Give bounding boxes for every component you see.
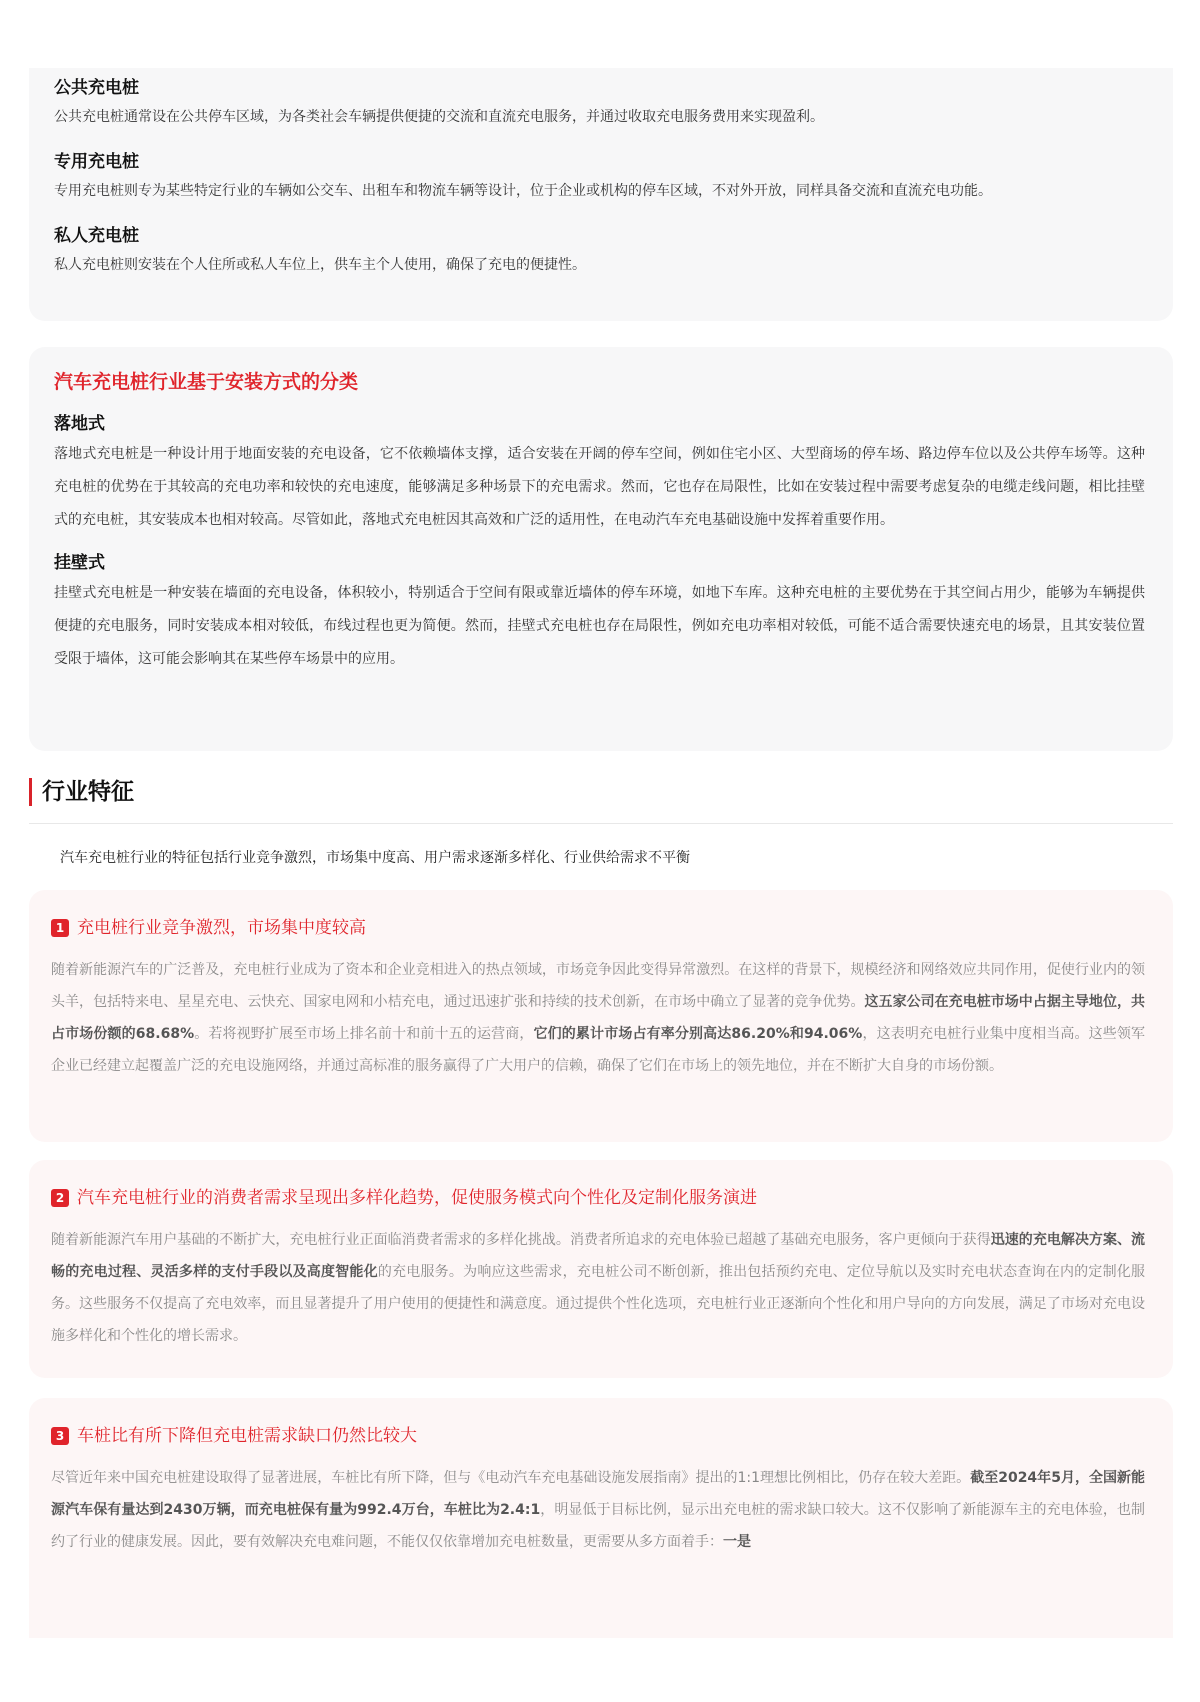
number-badge-icon: 2: [51, 1189, 69, 1207]
industry-section-header: [29, 776, 1173, 824]
section-title: 行业特征: [42, 779, 134, 805]
install-title-wall: 挂壁式: [54, 553, 105, 573]
charging-types-card: [29, 68, 1173, 321]
type-desc-public: 公共充电桩通常设在公共停车区域，为各类社会车辆提供便捷的交流和直流充电服务，并通过收取充电服务费用来实现盈利。: [54, 109, 824, 125]
number-badge-icon: 3: [51, 1427, 69, 1445]
feature-body-1: 随着新能源汽车的广泛普及，充电桩行业成为了资本和企业竞相进入的热点领域，市场竞争因此变得异常激烈。在这样的背景下，规模经济和网络效应共同作用，促使行业内的领头羊，包括特来电、星星充电、云快充、国家电网和小桔充电，通过迅速扩张和持续的技术创新，在市场中确立了显著的竞争优势。这五家公司在充电桩市场中占据主导地位，共占市场份额的68.68%。若将视野扩展至市场上排名前十和前十五的运营商，它们的累计市场占有率分别高达86.20%和94.06%，这表明充电桩行业集中度相当高。这些领军企业已经建立起覆盖广泛的充电设施网络，并通过高标准的服务赢得了广大用户的信赖，确保了它们在市场上的领先地位，并在不断扩大自身的市场份额。: [51, 962, 1146, 1074]
section-accent-bar: [29, 778, 32, 806]
feature-card-1: [29, 890, 1173, 1142]
feature-body-2: 随着新能源汽车用户基础的不断扩大，充电桩行业正面临消费者需求的多样化挑战。消费者所追求的充电体验已超越了基础充电服务，客户更倾向于获得迅速的充电解决方案、流畅的充电过程、灵活多样的支付手段以及高度智能化的充电服务。为响应这些需求，充电桩公司不断创新，推出包括预约充电、定位导航以及实时充电状态查询在内的定制化服务。这些服务不仅提高了充电效率，而且显著提升了用户使用的便捷性和满意度。通过提供个性化选项，充电桩行业正逐渐向个性化和用户导向的方向发展，满足了市场对充电设施多样化和个性化的增长需求。: [51, 1232, 1146, 1344]
type-title-private: 私人充电桩: [54, 226, 139, 246]
feature-card-3: [29, 1398, 1173, 1638]
install-desc-floor: 落地式充电桩是一种设计用于地面安装的充电设备，它不依赖墙体支撑，适合安装在开阔的停车空间，例如住宅小区、大型商场的停车场、路边停车位以及公共停车场等。这种充电桩的优势在于其较高的充电功率和较快的充电速度，能够满足多种场景下的充电需求。然而，它也存在局限性，比如在安装过程中需要考虑复杂的电缆走线问题，相比挂壁式的充电桩，其安装成本也相对较高。尽管如此，落地式充电桩因其高效和广泛的适用性，在电动汽车充电基础设施中发挥着重要作用。: [54, 446, 1145, 528]
feature-body-3: 尽管近年来中国充电桩建设取得了显著进展，车桩比有所下降，但与《电动汽车充电基础设施发展指南》提出的1:1理想比例相比，仍存在较大差距。截至2024年5月，全国新能源汽车保有量达到2430万辆，而充电桩保有量为992.4万台，车桩比为2.4:1，明显低于目标比例，显示出充电桩的需求缺口较大。这不仅影响了新能源车主的充电体验，也制约了行业的健康发展。因此，要有效解决充电难问题，不能仅仅依靠增加充电桩数量，更需要从多方面着手：一是: [51, 1470, 1146, 1550]
feature-title-text: 车桩比有所下降但充电桩需求缺口仍然比较大: [77, 1426, 417, 1446]
section-intro: 汽车充电桩行业的特征包括行业竞争激烈，市场集中度高、用户需求逐渐多样化、行业供给需求不平衡: [60, 850, 690, 866]
feature-title-2: [51, 1184, 1145, 1212]
feature-title-text: 充电桩行业竞争激烈，市场集中度较高: [77, 918, 366, 938]
type-desc-dedicated: 专用充电桩则专为某些特定行业的车辆如公交车、出租车和物流车辆等设计，位于企业或机构的停车区域，不对外开放，同样具备交流和直流充电功能。: [54, 183, 992, 199]
type-desc-private: 私人充电桩则安装在个人住所或私人车位上，供车主个人使用，确保了充电的便捷性。: [54, 257, 586, 273]
feature-title-text: 汽车充电桩行业的消费者需求呈现出多样化趋势，促使服务模式向个性化及定制化服务演进: [77, 1188, 757, 1208]
install-desc-wall: 挂壁式充电桩是一种安装在墙面的充电设备，体积较小，特别适合于空间有限或靠近墙体的停车环境，如地下车库。这种充电桩的主要优势在于其空间占用少，能够为车辆提供便捷的充电服务，同时安装成本相对较低，布线过程也更为简便。然而，挂壁式充电桩也存在局限性，例如充电功率相对较低，可能不适合需要快速充电的场景，且其安装位置受限于墙体，这可能会影响其在某些停车场景中的应用。: [54, 585, 1145, 667]
install-types-card: [29, 347, 1173, 751]
install-title-floor: 落地式: [54, 414, 105, 434]
feature-card-2: [29, 1160, 1173, 1378]
feature-title-1: [51, 914, 1145, 942]
type-title-dedicated: 专用充电桩: [54, 152, 139, 172]
feature-title-3: [51, 1422, 1145, 1450]
install-heading: 汽车充电桩行业基于安装方式的分类: [54, 371, 359, 393]
type-title-public: 公共充电桩: [54, 78, 139, 98]
number-badge-icon: 1: [51, 919, 69, 937]
